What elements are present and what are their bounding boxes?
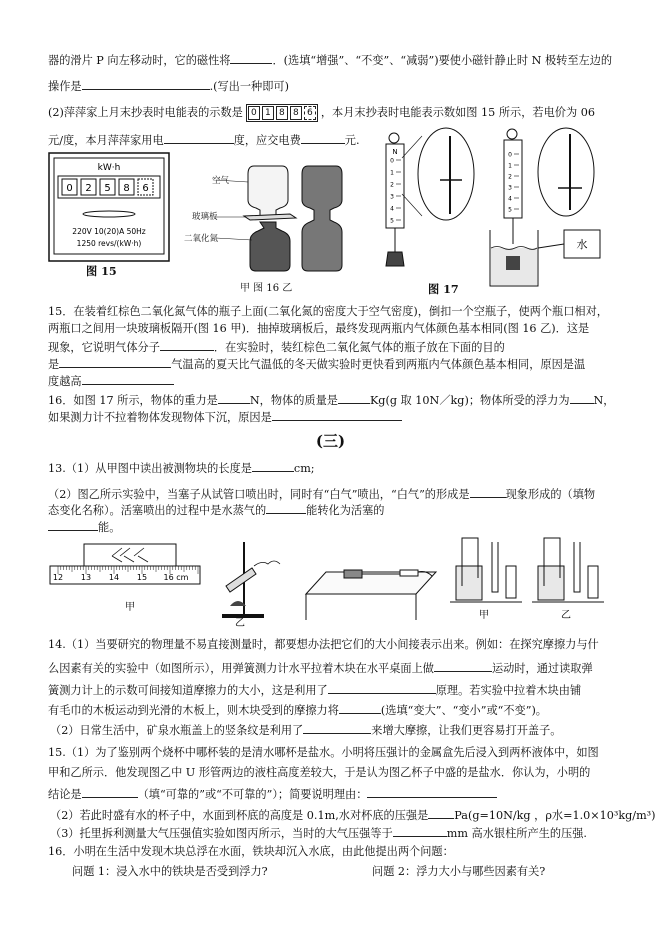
answer-blank[interactable]	[82, 373, 174, 385]
text-line: 元/度，本月萍萍家用电	[48, 134, 164, 147]
q16b-question1: 问题 1：浸入水中的铁块是否受到浮力?	[72, 865, 268, 878]
figure-15-meter	[48, 152, 170, 272]
text-line: 16．如图 17 所示，物体的重力是	[48, 394, 218, 407]
answer-blank[interactable]	[339, 702, 381, 714]
label-air: 空气	[212, 176, 230, 186]
text-line: 度，应交电费	[233, 134, 301, 147]
text-line: 原理。若实验中拉着木块由铺	[435, 684, 582, 697]
figures-row	[44, 536, 620, 628]
figure-16-caption: 甲 图 16 乙	[240, 283, 293, 294]
answer-blank[interactable]	[266, 502, 306, 514]
text-line: 操作是	[48, 80, 82, 93]
text-line: (2)萍萍家上月末抄表时电能表的示数是	[48, 106, 243, 119]
scale-tick-label: 0	[508, 151, 512, 159]
answer-blank[interactable]	[328, 682, 436, 694]
answer-blank[interactable]	[272, 409, 402, 421]
text-line: ，本月末抄表时电能表示数如图 15 所示，若电价为 06	[320, 106, 595, 119]
scale-tick-label: 2	[390, 181, 394, 189]
figure-16-bottles	[210, 160, 350, 276]
scale-tick-label: 1	[390, 169, 394, 177]
section-heading: (三)	[315, 432, 346, 450]
svg-text:乙: 乙	[561, 610, 571, 621]
q16b-question2: 问题 2：浮力大小与哪些因素有关?	[372, 865, 546, 878]
text-line: （2）图乙所示实验中，当塞子从试管口喷出时，同时有“白气”喷出，“白气”的形成是	[48, 488, 470, 501]
answer-blank[interactable]	[303, 722, 371, 734]
text-line: 结论是	[48, 788, 82, 801]
text-line: 态变化名称）。活塞喷出的过程中是水蒸气的	[48, 504, 267, 517]
text-line: 元.	[344, 134, 360, 147]
scale-tick-label: 3	[508, 184, 512, 192]
svg-text:6: 6	[142, 183, 149, 194]
answer-blank[interactable]	[82, 78, 210, 90]
svg-text:乙: 乙	[235, 618, 245, 628]
text-line: 来增大摩擦，让我们更容易打开盖子。	[371, 724, 562, 737]
text-line: 如果测力计不拉着物体发现物体下沉，原因是	[48, 411, 272, 424]
text-line: 么因素有关的实验中（如图所示），用弹簧测力计水平拉着木块在水平桌面上做	[48, 662, 434, 675]
figure-15-label: 图 15	[86, 264, 117, 278]
scale-tick-label: 0	[390, 157, 394, 165]
answer-blank[interactable]	[393, 825, 447, 837]
text-line: cm;	[293, 462, 315, 475]
text-line: （3）托里拆利测量大气压强值实验如图丙所示，当时的大气压强等于	[50, 827, 393, 840]
text-line: 度越高	[48, 375, 82, 388]
text-line: 簧测力计上的示数可间接知道摩擦力的大小，这是利用了	[48, 684, 328, 697]
q14-line1: 14.（1）当要研究的物理量不易直接测量时，都要想办法把它们的大小间接表示出来。例如：在探究摩擦力与什	[48, 638, 599, 651]
answer-blank[interactable]	[434, 660, 492, 672]
answer-blank[interactable]	[428, 807, 454, 819]
scale-tick-label: 5	[508, 206, 512, 214]
text-line: （2）若此时盛有水的杯子中，水面到杯底的高度是 0.1m,水对杯底的压强是	[50, 809, 429, 822]
svg-text:5: 5	[104, 183, 111, 194]
svg-text:0: 0	[66, 183, 73, 194]
text-line: Pa(g=10N/kg ，ρ水=1.0×10³kg/m³)	[454, 809, 656, 822]
figure-17-spring-balance	[372, 124, 612, 294]
scale-tick-label: 5	[390, 217, 394, 225]
svg-text:2: 2	[85, 183, 92, 194]
q16b-line1: 16．小明在生活中发现木块总浮在水面，铁块却沉入水底，由此他提出两个问题：	[48, 845, 454, 858]
svg-text:220V 10(20)A 50Hz: 220V 10(20)A 50Hz	[72, 227, 146, 236]
answer-blank[interactable]	[230, 52, 272, 64]
text-line: ．(选填“增强”、“不变”、“减弱”)要使小磁针静止时 N 极转至左边的	[272, 54, 613, 67]
text-line: 器的滑片 P 向左移动时，它的磁性将	[48, 54, 231, 67]
figure-17-label: 图 17	[428, 282, 459, 296]
answer-blank[interactable]	[160, 339, 214, 351]
text-line: 是	[48, 358, 60, 371]
q15-line1: 15．在装着红棕色二氧化氮气体的瓶子上面(二氧化氮的密度大于空气密度)，倒扣一个空瓶子，使两个瓶口相对，	[48, 305, 608, 318]
svg-text:1250 revs/(kW·h): 1250 revs/(kW·h)	[76, 239, 142, 248]
text-line: （填“可靠的”或“不可靠的”）；简要说明理由：	[137, 788, 368, 801]
answer-blank[interactable]	[164, 132, 234, 144]
answer-blank[interactable]	[82, 786, 138, 798]
svg-text:12: 12	[52, 573, 64, 582]
q15b-line1: 15.（1）为了鉴别两个烧杯中哪杯装的是清水哪杯是盐水。小明将压强计的金属盒先后浸入到两杯液体中，如图	[48, 746, 599, 759]
svg-text:水: 水	[576, 238, 588, 251]
text-line: ．在实验时，装红棕色二氧化氮气体的瓶子放在下面的目的	[213, 341, 505, 354]
svg-text:甲: 甲	[479, 610, 489, 621]
answer-blank[interactable]	[367, 786, 497, 798]
svg-text:15: 15	[136, 573, 148, 582]
scale-tick-label: 1	[508, 162, 512, 170]
text-line: 能。	[98, 521, 121, 534]
label-no2: 二氧化氮	[184, 234, 219, 244]
text-line: mm 高水银柱所产生的压强.	[446, 827, 587, 840]
text-line: 有毛巾的木板运动到光滑的木板上，则木块受到的摩擦力将	[48, 704, 339, 717]
answer-blank[interactable]	[218, 392, 250, 404]
text-line: 现象，它说明气体分子	[48, 341, 160, 354]
scale-tick-label: 3	[390, 193, 394, 201]
svg-text:13: 13	[80, 573, 92, 582]
text-line: .(写出一种即可)	[209, 80, 289, 93]
meter-reading-small: 0 1 8 8 6	[246, 104, 318, 122]
answer-blank[interactable]	[338, 392, 370, 404]
svg-text:14: 14	[108, 573, 120, 582]
text-line: N，	[593, 394, 615, 407]
scale-tick-label: 2	[508, 173, 512, 181]
text-line: 现象形成的（填物	[505, 488, 596, 501]
label-glass-plate: 玻璃板	[192, 212, 218, 222]
q15b-line2: 甲和乙所示．他发现图乙中 U 形管两边的液柱高度差较大，于是认为图乙杯子中盛的是盐水．你认为，小明的	[48, 766, 591, 779]
text-line: Kg(g 取 10N／kg)；物体所受的浮力为	[369, 394, 570, 407]
answer-blank[interactable]	[252, 460, 294, 472]
text-line: （2）日常生活中，矿泉水瓶盖上的竖条纹是利用了	[50, 724, 304, 737]
svg-text:N: N	[392, 148, 398, 156]
svg-text:8: 8	[123, 183, 130, 194]
meter-unit: kW·h	[97, 163, 121, 173]
answer-blank[interactable]	[59, 356, 171, 368]
text-line: N，物体的质量是	[249, 394, 338, 407]
q15-line2: 两瓶口之间用一块玻璃板隔开(图 16 甲)．抽掉玻璃板后，最终发现两瓶内气体颜色基本相同(图 16 乙)．这是	[48, 322, 590, 335]
text-line: 13.（1）从甲图中读出被测物块的长度是	[48, 462, 252, 475]
answer-blank[interactable]	[48, 519, 98, 531]
scale-tick-label: 4	[508, 195, 512, 203]
text-line: 能转化为活塞的	[306, 504, 385, 517]
svg-text:甲: 甲	[125, 602, 135, 613]
text-line: (选填“变大”、“变小”或“不变”)。	[380, 704, 547, 717]
svg-text:16 cm: 16 cm	[163, 573, 189, 582]
answer-blank[interactable]	[470, 486, 506, 498]
scale-tick-label: 4	[390, 205, 394, 213]
answer-blank[interactable]	[570, 392, 594, 404]
text-line: 气温高的夏天比气温低的冬天做实验时更快看到两瓶内气体颜色基本相同，原因是温	[171, 358, 586, 371]
text-line: 运动时，通过读取弹	[491, 662, 593, 675]
answer-blank[interactable]	[301, 132, 345, 144]
